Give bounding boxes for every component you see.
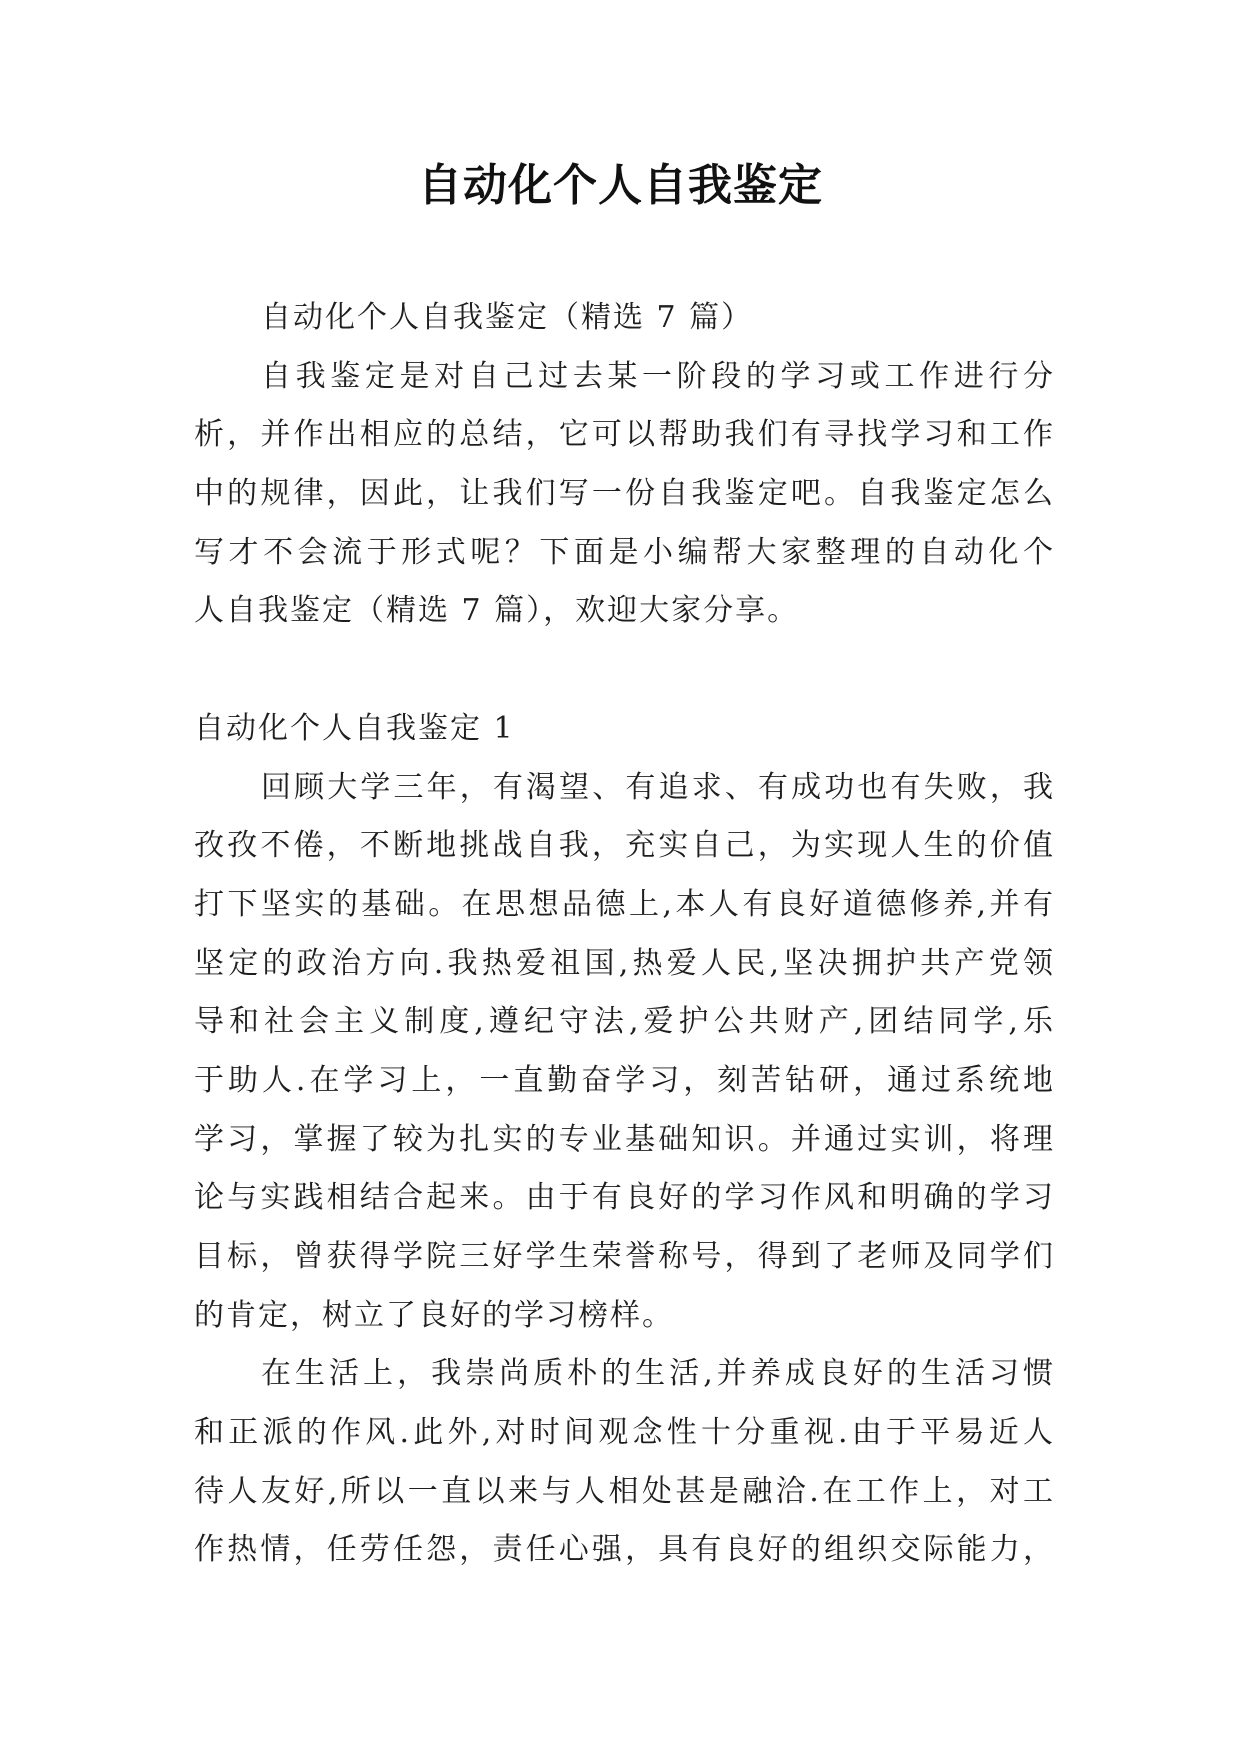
paragraph-line: 在生活上，我崇尚质朴的生活,并养成良好的生活习惯	[261, 1356, 1055, 1392]
intro-subtitle: 自动化个人自我鉴定（精选 7 篇）	[261, 300, 754, 335]
paragraph-line: 人自我鉴定（精选 7 篇），欢迎大家分享。	[194, 593, 800, 629]
paragraph-line: 回顾大学三年，有渴望、有追求、有成功也有失败，我	[261, 769, 1055, 805]
paragraph-line: 写才不会流于形式呢？下面是小编帮大家整理的自动化个	[194, 534, 1055, 570]
paragraph-line: 的肯定，树立了良好的学习榜样。	[194, 1297, 674, 1333]
paragraph-line: 论与实践相结合起来。由于有良好的学习作风和明确的学习	[194, 1180, 1055, 1216]
paragraph-line: 打下坚实的基础。在思想品德上,本人有良好道德修养,并有	[194, 886, 1055, 922]
paragraph-line: 和正派的作风.此外,对时间观念性十分重视.由于平易近人	[194, 1415, 1055, 1451]
section-paragraph-2	[194, 1345, 1055, 1580]
section-heading: 自动化个人自我鉴定 1	[194, 710, 515, 746]
paragraph-line: 作热情，任劳任怨，责任心强，具有良好的组织交际能力，	[194, 1532, 1055, 1568]
paragraph-line: 待人友好,所以一直以来与人相处甚是融洽.在工作上，对工	[194, 1473, 1055, 1509]
document-body	[194, 289, 1055, 1580]
blank-line	[194, 641, 1055, 700]
paragraph-line: 自我鉴定是对自己过去某一阶段的学习或工作进行分	[261, 358, 1055, 394]
paragraph-line: 于助人.在学习上，一直勤奋学习，刻苦钻研，通过系统地	[194, 1062, 1055, 1098]
paragraph-line: 学习，掌握了较为扎实的专业基础知识。并通过实训，将理	[194, 1121, 1055, 1157]
section-paragraph-1	[194, 759, 1055, 1346]
paragraph-line: 中的规律，因此，让我们写一份自我鉴定吧。自我鉴定怎么	[194, 476, 1055, 512]
paragraph-line: 导和社会主义制度,遵纪守法,爱护公共财产,团结同学,乐	[194, 1004, 1055, 1040]
paragraph-line: 析，并作出相应的总结，它可以帮助我们有寻找学习和工作	[194, 417, 1055, 453]
paragraph-line: 孜孜不倦，不断地挑战自我，充实自己，为实现人生的价值	[194, 828, 1055, 864]
document-title: 自动化个人自我鉴定	[418, 160, 823, 211]
paragraph-line: 坚定的政治方向.我热爱祖国,热爱人民,坚决拥护共产党领	[194, 945, 1055, 981]
paragraph-line: 目标，曾获得学院三好学生荣誉称号，得到了老师及同学们	[194, 1239, 1055, 1274]
intro-paragraph	[194, 348, 1055, 641]
